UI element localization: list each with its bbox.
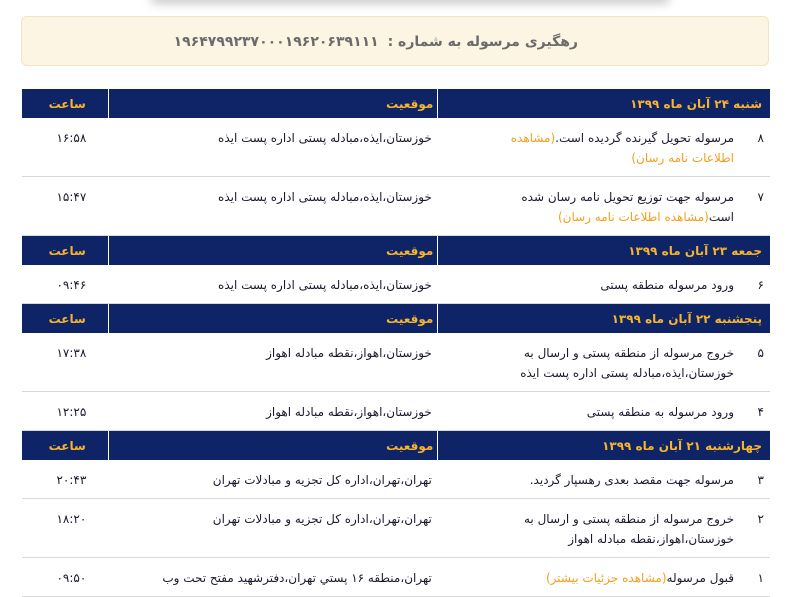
event-time: ۱۸:۲۰ — [22, 499, 108, 558]
event-row — [22, 392, 770, 431]
event-index: ۷ — [757, 190, 764, 204]
event-index: ۳ — [757, 473, 764, 487]
event-description: خروج مرسوله از منطقه پستی و ارسال به خوزستان،اهواز،نقطه مبادله اهواز — [524, 512, 734, 546]
time-column-header: ساعت — [22, 431, 108, 461]
event-description: خروج مرسوله از منطقه پستی و ارسال به خوزستان،ایذه،مبادله پستی اداره پست ایذه — [520, 346, 734, 380]
tracking-title: رهگیری مرسوله به شماره : — [387, 34, 578, 50]
event-location: تهران،منطقه ۱۶ پستي تهران،دفترشهید مفتح تحت وب — [108, 558, 438, 597]
event-time: ۱۵:۴۷ — [22, 177, 108, 236]
time-column-header: ساعت — [22, 304, 108, 334]
event-description: ورود مرسوله به منطقه پستی — [586, 405, 734, 419]
event-details-link[interactable]: (مشاهده جزئیات بیشتر) — [545, 571, 667, 585]
event-text — [466, 187, 734, 227]
location-column-header: موقعیت — [108, 431, 438, 461]
event-text — [466, 402, 734, 422]
event-text — [466, 343, 734, 383]
event-description: مرسوله جهت توزیع تحویل نامه رسان شده است — [521, 190, 734, 224]
event-index: ۴ — [757, 405, 764, 419]
event-location: تهران،تهران،اداره کل تجزیه و مبادلات تهران — [108, 460, 438, 499]
event-description: قبول مرسوله — [666, 571, 734, 585]
event-cell — [438, 118, 770, 177]
event-location: خوزستان،ایذه،مبادله پستی اداره پست ایذه — [108, 177, 438, 236]
event-description: ورود مرسوله منطقه پستی — [600, 278, 734, 292]
event-location: خوزستان،اهواز،نقطه مبادله اهواز — [108, 333, 438, 392]
event-time: ۱۶:۵۸ — [22, 118, 108, 177]
event-description: مرسوله تحویل گیرنده گردیده است. — [555, 131, 734, 145]
event-index: ۵ — [757, 346, 764, 360]
event-text — [466, 568, 734, 588]
location-column-header: موقعیت — [108, 236, 438, 266]
event-text — [466, 470, 734, 490]
event-details-link[interactable]: (مشاهده اطلاعات نامه رسان) — [557, 210, 709, 224]
tracking-header — [21, 16, 769, 66]
event-text — [466, 128, 734, 168]
event-cell — [438, 333, 770, 392]
event-index: ۱ — [757, 571, 764, 585]
day-header-row — [22, 89, 770, 118]
time-column-header: ساعت — [22, 236, 108, 266]
event-index: ۶ — [757, 278, 764, 292]
time-column-header: ساعت — [22, 89, 108, 118]
event-cell — [438, 392, 770, 431]
event-row — [22, 265, 770, 304]
event-location: تهران،تهران،اداره کل تجزیه و مبادلات تهران — [108, 499, 438, 558]
event-time: ۲۰:۴۳ — [22, 460, 108, 499]
event-cell — [438, 499, 770, 558]
day-title: چهارشنبه ۲۱ آبان ماه ۱۳۹۹ — [438, 431, 770, 461]
day-title: جمعه ۲۳ آبان ماه ۱۳۹۹ — [438, 236, 770, 266]
event-location: خوزستان،ایذه،مبادله پستی اداره پست ایذه — [108, 118, 438, 177]
day-header-row — [22, 236, 770, 266]
event-cell — [438, 558, 770, 597]
event-text — [466, 509, 734, 549]
day-header-row — [22, 431, 770, 461]
event-cell — [438, 265, 770, 304]
event-text — [466, 275, 734, 295]
day-title: پنجشنبه ۲۲ آبان ماه ۱۳۹۹ — [438, 304, 770, 334]
day-title: شنبه ۲۴ آبان ماه ۱۳۹۹ — [438, 89, 770, 118]
event-time: ۰۹:۵۰ — [22, 558, 108, 597]
event-description: مرسوله جهت مقصد بعدی رهسپار گردید. — [529, 473, 734, 487]
tracking-number: ۱۹۶۴۷۹۹۲۳۷۰۰۰۱۹۶۲۰۶۳۹۱۱۱ — [173, 34, 379, 50]
event-time: ۱۷:۳۸ — [22, 333, 108, 392]
event-location: خوزستان،اهواز،نقطه مبادله اهواز — [108, 392, 438, 431]
event-time: ۰۹:۴۶ — [22, 265, 108, 304]
event-time: ۱۲:۲۵ — [22, 392, 108, 431]
event-details-link[interactable]: (مشاهده اطلاعات نامه رسان) — [510, 131, 734, 165]
event-row — [22, 499, 770, 558]
location-column-header: موقعیت — [108, 89, 438, 118]
event-location: خوزستان،ایذه،مبادله پستی اداره پست ایذه — [108, 265, 438, 304]
event-row — [22, 460, 770, 499]
event-index: ۲ — [757, 512, 764, 526]
event-row — [22, 333, 770, 392]
event-row — [22, 177, 770, 236]
day-header-row — [22, 304, 770, 334]
location-column-header: موقعیت — [108, 304, 438, 334]
event-index: ۸ — [757, 131, 764, 145]
event-row — [22, 118, 770, 177]
event-row — [22, 558, 770, 597]
event-cell — [438, 460, 770, 499]
event-cell — [438, 177, 770, 236]
tracking-table — [22, 89, 770, 597]
